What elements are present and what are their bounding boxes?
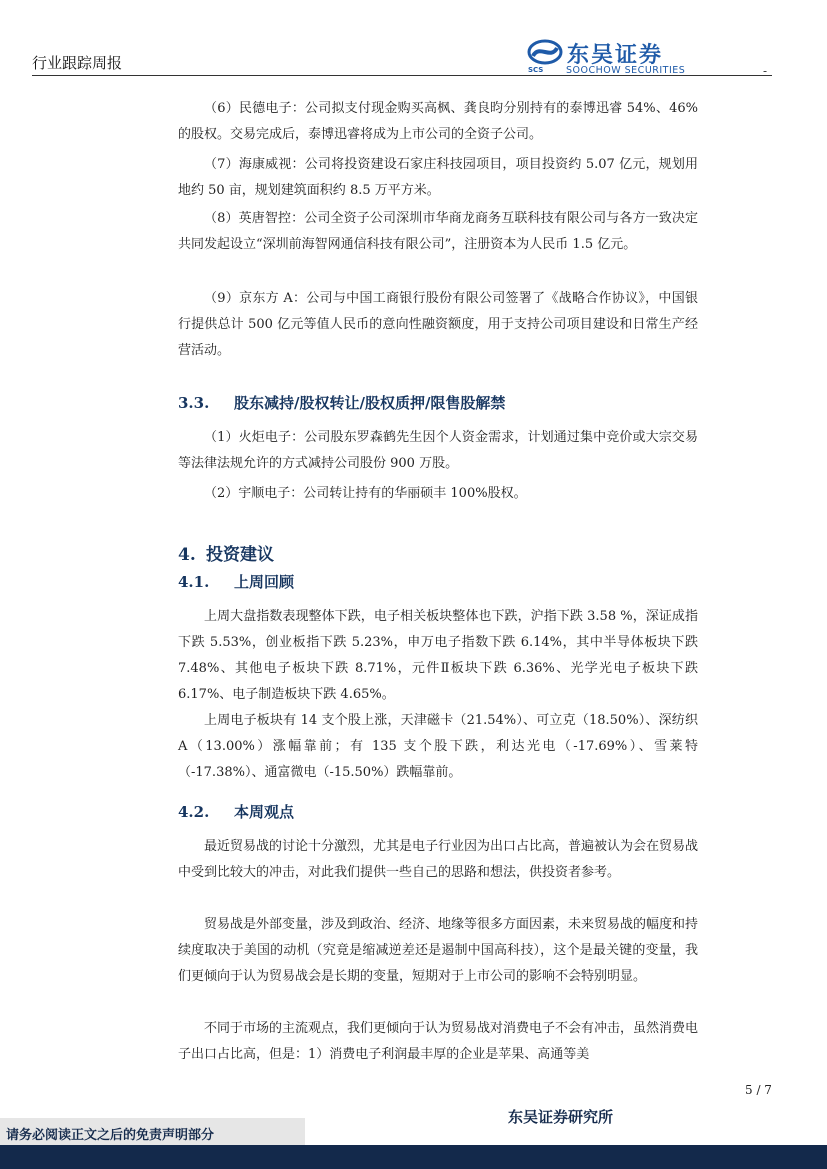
section-title: 投资建议 [206, 545, 274, 565]
section-number: 3.3. [178, 394, 210, 412]
soochow-logo-icon [527, 38, 563, 66]
disclaimer-text: 请务必阅读正文之后的免责声明部分 [6, 1128, 215, 1143]
logo-abbr: SCS [528, 66, 544, 74]
section-3-3-heading [178, 392, 505, 413]
paragraph-item-9: （9）京东方 A：公司与中国工商银行股份有限公司签署了《战略合作协议》，中国银行提供总计 500 亿元等值人民币的意向性融资额度，用于支持公司项目建设和日常生产经营活动。 [178, 291, 698, 358]
report-type-title: 行业跟踪周报 [32, 54, 123, 72]
section-4-2-heading [178, 801, 294, 822]
paragraph-item-8: （8）英唐智控：公司全资子公司深圳市华商龙商务互联科技有限公司与各方一致决定共同发起设立“深圳前海智网通信科技有限公司”，注册资本为人民币 1.5 亿元。 [178, 211, 698, 252]
section-number: 4.1. [178, 573, 210, 591]
footer-band [0, 1145, 827, 1169]
section-3-3-paragraph-1: （1）火炬电子：公司股东罗森鹤先生因个人资金需求，计划通过集中竞价或大宗交易等法律法规允许的方式减持公司股份 900 万股。 [178, 430, 698, 471]
section-3-3-paragraph-2: （2）宇顺电子：公司转让持有的华丽硕丰 100%股权。 [204, 486, 527, 501]
section-number: 4. [178, 545, 196, 565]
section-4-1-heading [178, 571, 294, 592]
section-4-2-paragraph-3: 不同于市场的主流观点，我们更倾向于认为贸易战对消费电子不会有冲击，虽然消费电子出口占比高，但是：1）消费电子利润最丰厚的企业是苹果、高通等美 [178, 1021, 699, 1062]
section-4-1-paragraph-2: 上周电子板块有 14 支个股上涨，天津磁卡（21.54%）、可立克（18.50%）、深纺织 A（13.00%）涨幅靠前；有 135 支个股下跌，利达光电（-17.69%）、雪莱特（-17.38%）、通富微电（-15.50%）跌幅靠前。 [178, 713, 698, 780]
paragraph-item-7: （7）海康威视：公司将投资建设石家庄科技园项目，项目投资约 5.07 亿元，规划用地约 50 亩，规划建筑面积约 8.5 万平方米。 [178, 157, 698, 198]
section-4-heading [178, 540, 274, 565]
page-number: 5 / 7 [745, 1083, 772, 1097]
logo-english-name: SOOCHOW SECURITIES [566, 65, 686, 76]
logo-chinese-name: 东吴证券 [567, 43, 664, 68]
section-4-2-paragraph-2: 贸易战是外部变量，涉及到政治、经济、地缘等很多方面因素，未来贸易战的幅度和持续度取决于美国的动机（究竟是缩减逆差还是遏制中国高科技），这个是最关键的变量，我们更倾向于认为贸易战会是长期的变量，短期对于上市公司的影响不会特别明显。 [178, 917, 699, 984]
section-4-1-paragraph-1: 上周大盘指数表现整体下跌，电子相关板块整体也下跌，沪指下跌 3.58 %，深证成指下跌 5.53%，创业板指下跌 5.23%，申万电子指数下跌 6.14%，其中半导体板块下跌 7.48%、其他电子板块下跌 8.71%，元件Ⅱ板块下跌 6.36%、光学光电子板块下跌 6.17%、电子制造板块下跌 4.65%。 [178, 609, 698, 702]
paragraph-item-6: （6）民德电子：公司拟支付现金购买高枫、龚良昀分别持有的泰博迅睿 54%、46%的股权。交易完成后，泰博迅睿将成为上市公司的全资子公司。 [178, 101, 698, 142]
section-title: 上周回顾 [234, 573, 295, 591]
section-4-2-paragraph-1: 最近贸易战的讨论十分激烈，尤其是电子行业因为出口占比高，普遍被认为会在贸易战中受到比较大的冲击，对此我们提供一些自己的思路和想法，供投资者参考。 [178, 839, 699, 880]
section-number: 4.2. [178, 803, 210, 821]
footer-organization: 东吴证券研究所 [508, 1108, 614, 1126]
section-title: 股东减持/股权转让/股权质押/限售股解禁 [234, 394, 506, 412]
header-dash: - [763, 64, 768, 78]
section-title: 本周观点 [234, 803, 295, 821]
